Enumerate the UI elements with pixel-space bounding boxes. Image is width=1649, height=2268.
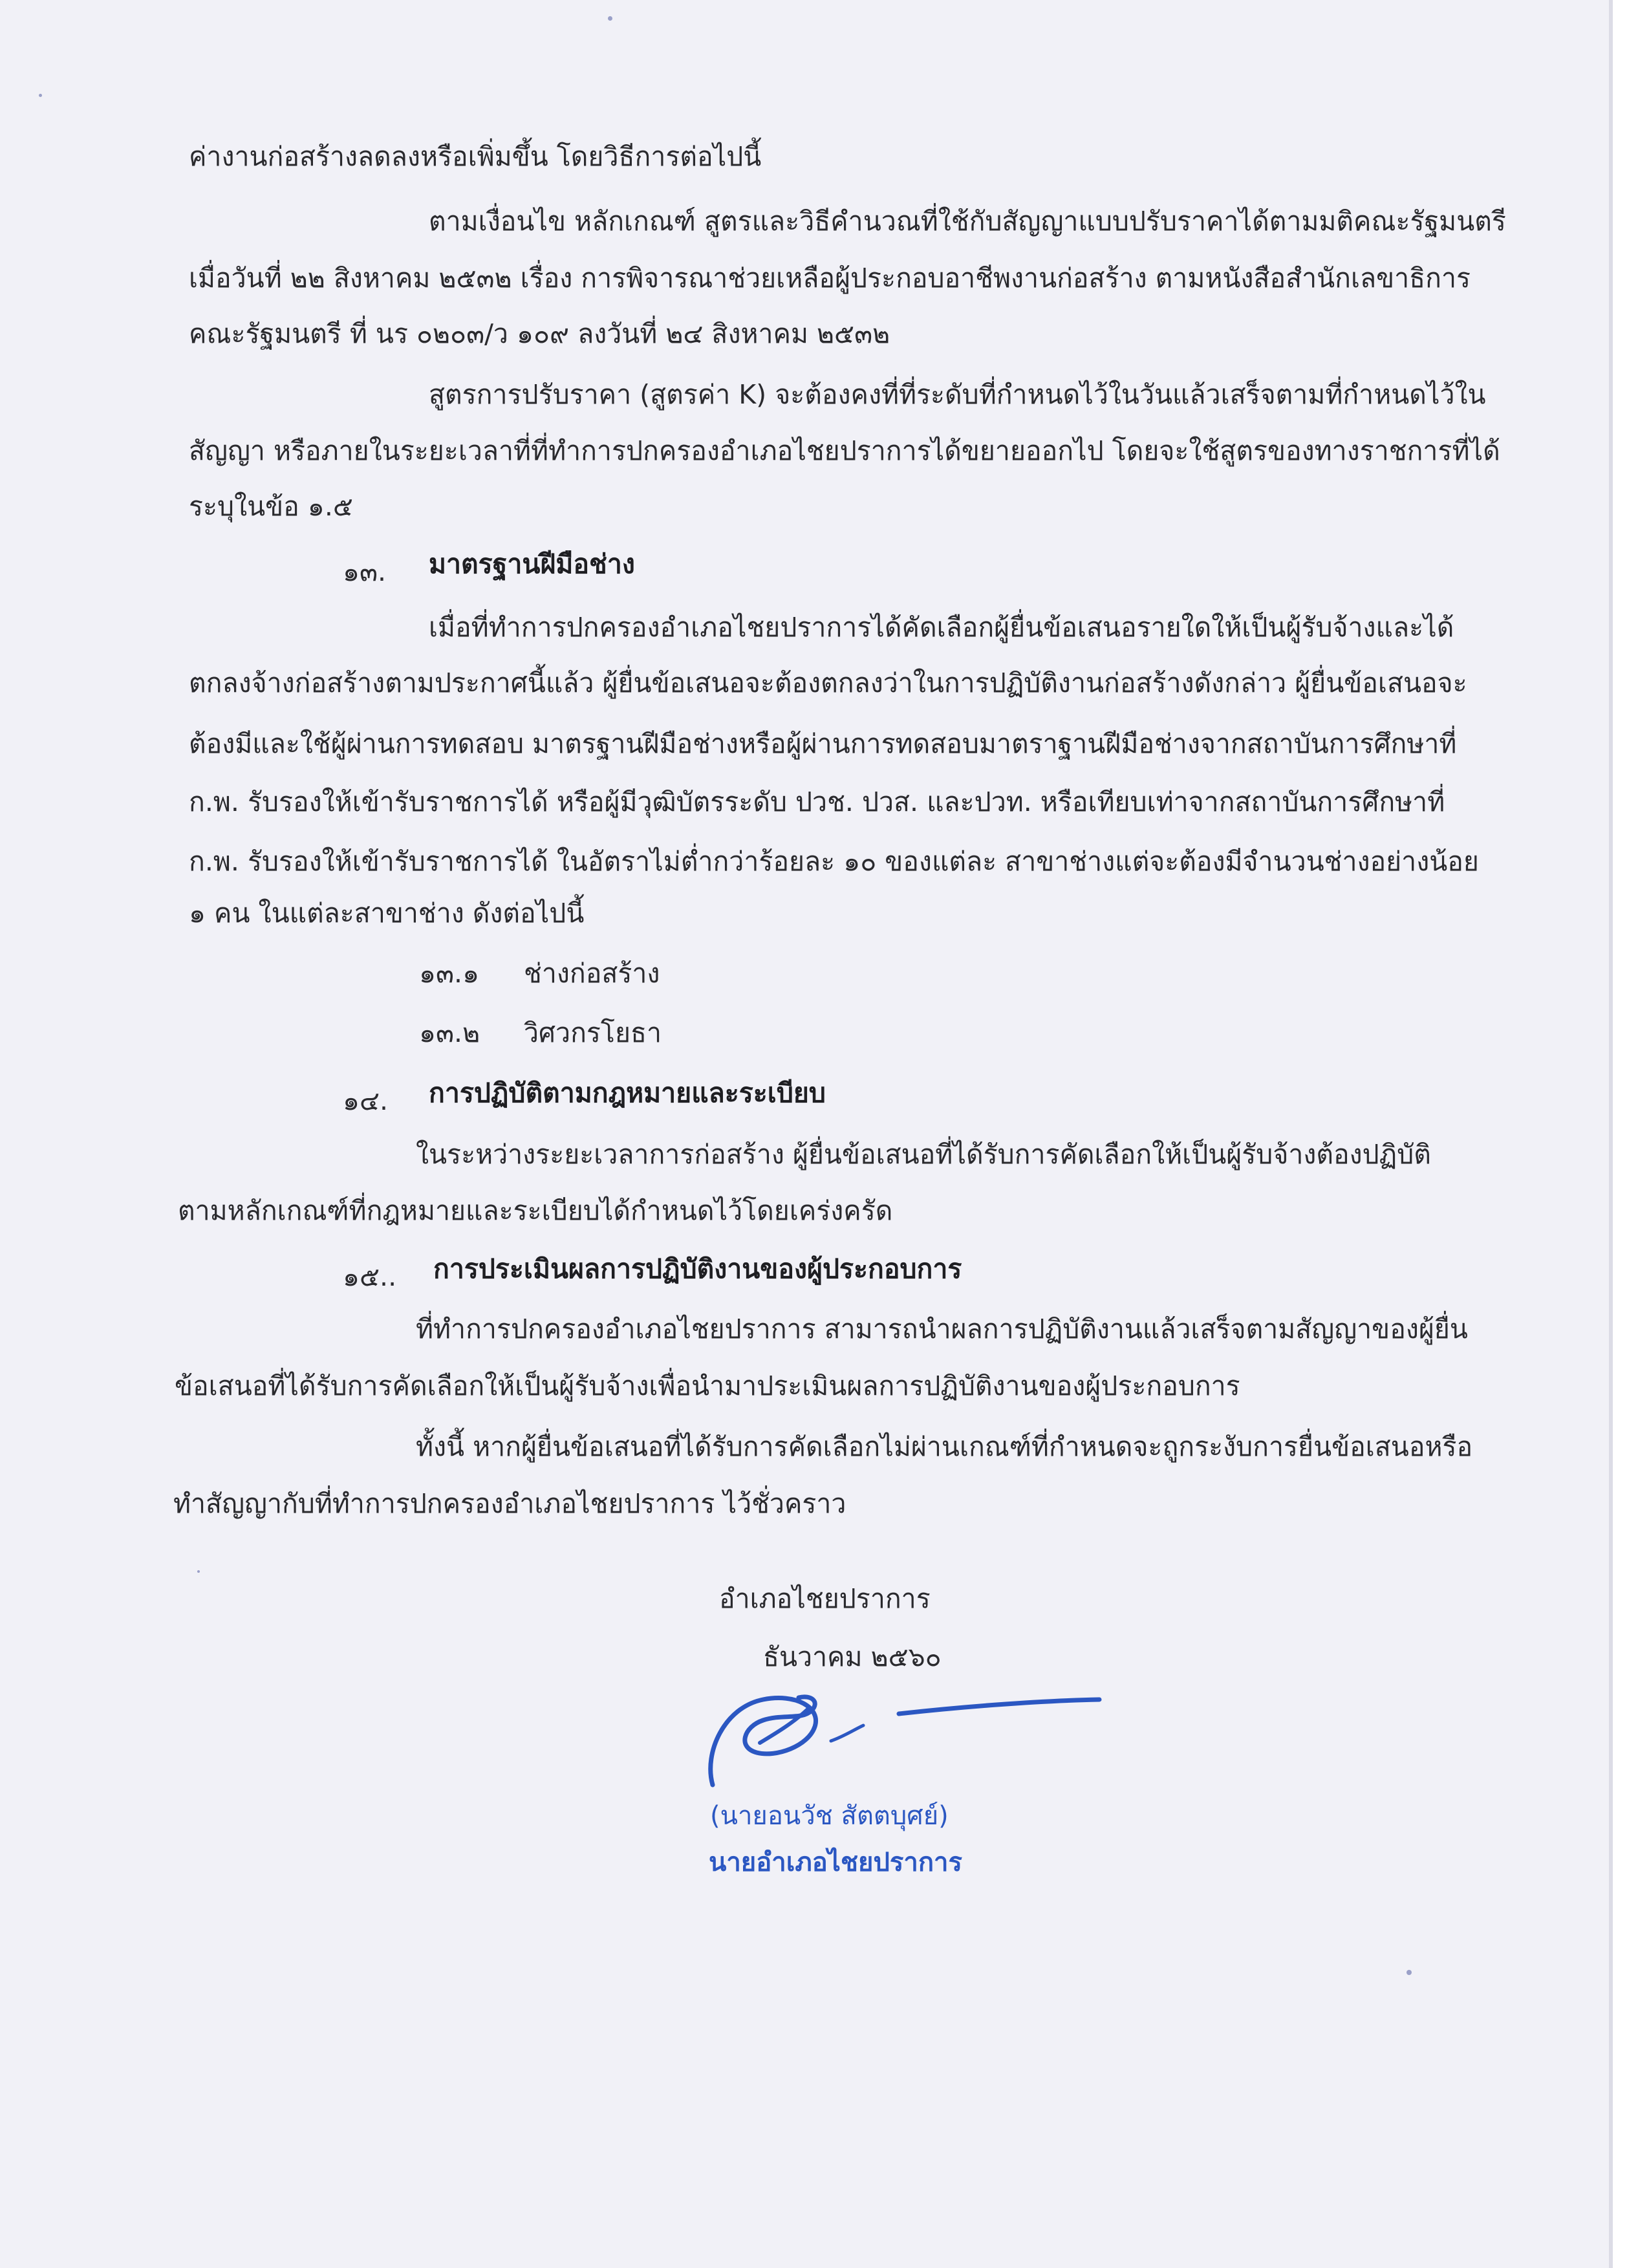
paragraph-line: ค่างานก่อสร้างลดลงหรือเพิ่มขึ้น โดยวิธีการต่อไปนี้	[189, 141, 762, 172]
section-14-number: ๑๔.	[343, 1085, 389, 1116]
paragraph-line: สัญญา หรือภายในระยะเวลาที่ที่ทำการปกครองอำเภอไชยปราการได้ขยายออกไป โดยจะใช้สูตรของทางราชการที่ได้	[189, 435, 1500, 466]
signatory-name: (นายอนวัช สัตตบุศย์)	[710, 1801, 949, 1831]
paragraph-line: ก.พ. รับรองให้เข้ารับราชการได้ ในอัตราไม่ต่ำกว่าร้อยละ ๑๐ ของแต่ละ สาขาช่างแต่จะต้องมีจำนวนช่างอย่างน้อย	[189, 846, 1479, 877]
paper-speck	[1406, 1970, 1412, 1975]
paragraph-line: ๑ คน ในแต่ละสาขาช่าง ดังต่อไปนี้	[189, 898, 585, 929]
subitem-number: ๑๓.๑	[419, 958, 480, 989]
signatory-position: นายอำเภอไชยปราการ	[709, 1848, 962, 1877]
subitem-label: ช่างก่อสร้าง	[524, 958, 660, 989]
paragraph-line: ระบุในข้อ ๑.๕	[189, 491, 353, 522]
section-14-title: การปฏิบัติตามกฎหมายและระเบียบ	[429, 1077, 826, 1108]
paragraph-line: ข้อเสนอที่ได้รับการคัดเลือกให้เป็นผู้รับจ้างเพื่อนำมาประเมินผลการปฏิบัติงานของผู้ประกอบการ	[175, 1370, 1240, 1401]
closing-date: ธันวาคม ๒๕๖๐	[763, 1641, 942, 1672]
paragraph-line: ทั้งนี้ หากผู้ยื่นข้อเสนอที่ได้รับการคัดเลือกไม่ผ่านเกณฑ์ที่กำหนดจะถูกระงับการยื่นข้อเสนอหรือ	[416, 1431, 1473, 1462]
paragraph-line: ตกลงจ้างก่อสร้างตามประกาศนี้แล้ว ผู้ยื่นข้อเสนอจะต้องตกลงว่าในการปฏิบัติงานก่อสร้างดังกล่าว ผู้ยื่นข้อเสนอจะ	[189, 667, 1467, 698]
section-13-number: ๑๓.	[343, 556, 387, 587]
section-15-title: การประเมินผลการปฏิบัติงานของผู้ประกอบการ	[433, 1253, 962, 1284]
closing-office: อำเภอไชยปราการ	[719, 1583, 931, 1614]
section-15-number: ๑๕..	[343, 1261, 397, 1292]
paragraph-line: ตามหลักเกณฑ์ที่กฎหมายและระเบียบได้กำหนดไว้โดยเคร่งครัด	[178, 1195, 893, 1226]
handwritten-signature-icon	[698, 1681, 1112, 1791]
paragraph-line: คณะรัฐมนตรี ที่ นร ๐๒๐๓/ว ๑๐๙ ลงวันที่ ๒๔ สิงหาคม ๒๕๓๒	[189, 318, 890, 349]
paper-speck	[197, 1570, 200, 1573]
paragraph-line: ทำสัญญากับที่ทำการปกครองอำเภอไชยปราการ ไว้ชั่วคราว	[173, 1488, 846, 1519]
paper-speck	[39, 94, 42, 97]
paragraph-line: เมื่อที่ทำการปกครองอำเภอไชยปราการได้คัดเลือกผู้ยื่นข้อเสนอรายใดให้เป็นผู้รับจ้างและได้	[429, 612, 1454, 643]
paragraph-line: ตามเงื่อนไข หลักเกณฑ์ สูตรและวิธีคำนวณที่ใช้กับสัญญาแบบปรับราคาได้ตามมติคณะรัฐมนตรี	[429, 206, 1506, 237]
subitem-number: ๑๓.๒	[419, 1017, 480, 1048]
subitem-label: วิศวกรโยธา	[524, 1017, 662, 1048]
paragraph-line: ในระหว่างระยะเวลาการก่อสร้าง ผู้ยื่นข้อเสนอที่ได้รับการคัดเลือกให้เป็นผู้รับจ้างต้องปฏิบัติ	[416, 1139, 1431, 1170]
scan-margin	[1613, 0, 1649, 2268]
paragraph-line: ก.พ. รับรองให้เข้ารับราชการได้ หรือผู้มีวุฒิบัตรระดับ ปวช. ปวส. และปวท. หรือเทียบเท่าจากสถาบันการศึกษาที่	[189, 786, 1445, 817]
paragraph-line: ที่ทำการปกครองอำเภอไชยปราการ สามารถนำผลการปฏิบัติงานแล้วเสร็จตามสัญญาของผู้ยื่น	[416, 1313, 1468, 1345]
section-13-title: มาตรฐานฝีมือช่าง	[429, 548, 635, 579]
paper-speck	[608, 16, 612, 21]
paragraph-line: ต้องมีและใช้ผู้ผ่านการทดสอบ มาตรฐานฝีมือช่างหรือผู้ผ่านการทดสอบมาตราฐานฝีมือช่างจากสถาบันการศึกษาที่	[189, 728, 1457, 759]
paragraph-line: เมื่อวันที่ ๒๒ สิงหาคม ๒๕๓๒ เรื่อง การพิจารณาช่วยเหลือผู้ประกอบอาชีพงานก่อสร้าง ตามหนังสือสำนักเลขาธิการ	[189, 263, 1471, 294]
paragraph-line: สูตรการปรับราคา (สูตรค่า K) จะต้องคงที่ที่ระดับที่กำหนดไว้ในวันแล้วเสร็จตามที่กำหนดไว้ใน	[429, 379, 1486, 410]
